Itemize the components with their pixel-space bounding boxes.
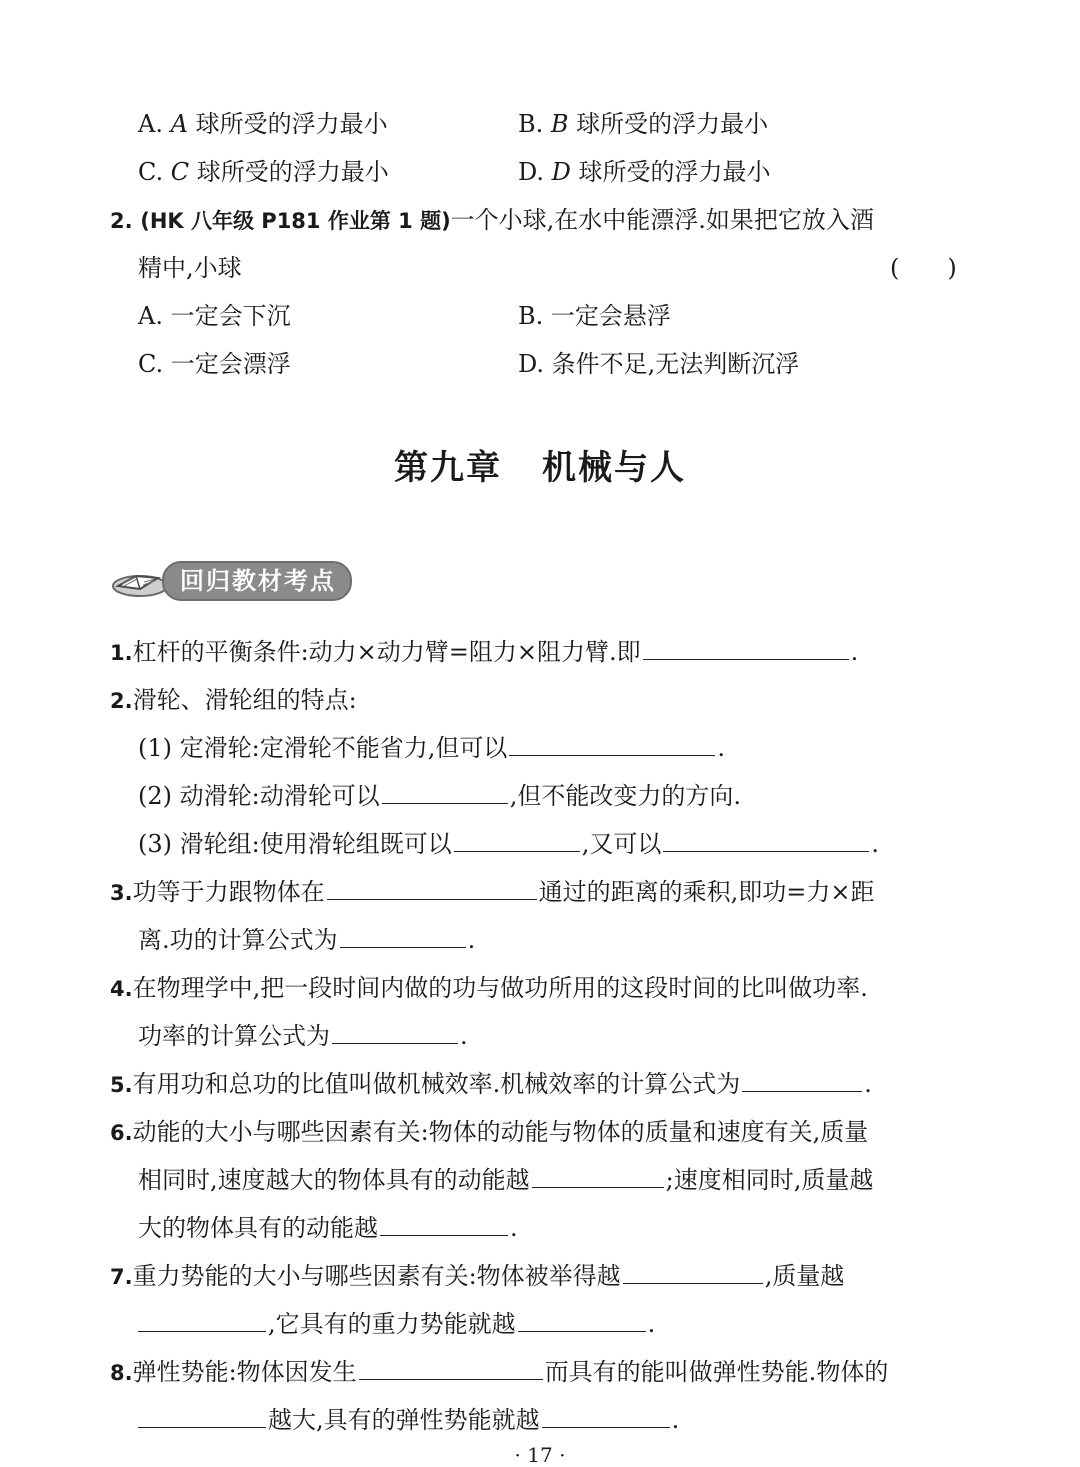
q1-option-d: D. D 球所受的浮力最小 (518, 158, 771, 186)
answer-blank (138, 1309, 266, 1332)
chapter-number: 第九章 (394, 448, 502, 488)
item-2-sub-2: (2) 动滑轮:动滑轮可以 ,但不能改变力的方向. (138, 782, 741, 810)
item-8-cont: 越大,具有的弹性势能就越 . (138, 1404, 679, 1436)
q1-option-c: C. C 球所受的浮力最小 (138, 158, 389, 186)
q2-option-b: B. 一定会悬浮 (518, 302, 671, 330)
item-1: 1.杠杆的平衡条件:动力×动力臂=阻力×阻力臂.即 . (110, 638, 859, 666)
section-badge-label: 回归教材考点 (162, 561, 352, 601)
book-icon (110, 562, 168, 600)
item-2: 2.滑轮、滑轮组的特点: (110, 686, 357, 714)
item-3-cont: 离.功的计算公式为 . (138, 926, 476, 954)
answer-blank (359, 1357, 543, 1380)
answer-blank (382, 781, 508, 804)
item-2-sub-3: (3) 滑轮组:使用滑轮组既可以 ,又可以 . (138, 830, 879, 858)
q2-option-d: D. 条件不足,无法判断沉浮 (518, 350, 800, 378)
q2-option-a: A. 一定会下沉 (138, 302, 291, 330)
item-2-sub-1: (1) 定滑轮:定滑轮不能省力,但可以 . (138, 734, 725, 762)
q1-option-a: A. A 球所受的浮力最小 (138, 110, 388, 138)
answer-blank (340, 925, 466, 948)
answer-blank (532, 1165, 664, 1188)
q1-option-b: B. B 球所受的浮力最小 (518, 110, 769, 138)
item-4-cont: 功率的计算公式为 . (138, 1022, 468, 1050)
answer-blank (509, 733, 715, 756)
item-4: 4.在物理学中,把一段时间内做的功与做功所用的这段时间的比叫做功率. (110, 974, 868, 1002)
answer-blank (327, 877, 537, 900)
answer-blank (742, 1069, 862, 1092)
answer-blank (542, 1405, 670, 1428)
item-5: 5.有用功和总功的比值叫做机械效率.机械效率的计算公式为 . (110, 1070, 872, 1098)
q2-source-ref: (HK 八年级 P181 作业第 1 题) (140, 209, 451, 233)
answer-blank (454, 829, 580, 852)
item-6-cont-1: 相同时,速度越大的物体具有的动能越 ;速度相同时,质量越 (138, 1166, 874, 1194)
answer-blank (332, 1021, 458, 1044)
item-8: 8.弹性势能:物体因发生 而具有的能叫做弹性势能.物体的 (110, 1358, 889, 1386)
item-6-cont-2: 大的物体具有的动能越 . (138, 1214, 518, 1242)
answer-blank (138, 1405, 266, 1428)
item-7-cont: ,它具有的重力势能就越 . (138, 1308, 655, 1340)
chapter-title (0, 440, 1080, 489)
q2-answer-bracket: ( ) (890, 254, 957, 282)
item-6: 6.动能的大小与哪些因素有关:物体的动能与物体的质量和速度有关,质量 (110, 1118, 869, 1146)
item-3: 3.功等于力跟物体在 通过的距离的乘积,即功=力×距 (110, 878, 875, 906)
answer-blank (663, 829, 869, 852)
answer-blank (518, 1309, 646, 1332)
chapter-name: 机械与人 (542, 448, 686, 488)
item-7: 7.重力势能的大小与哪些因素有关:物体被举得越 ,质量越 (110, 1262, 845, 1290)
answer-blank (643, 637, 849, 660)
q2-stem-line2: 精中,小球 (138, 254, 242, 282)
q2-number: 2. (110, 209, 133, 233)
q2-stem-line1: 2. (HK 八年级 P181 作业第 1 题)一个小球,在水中能漂浮.如果把它放入酒 (110, 206, 874, 234)
answer-blank (623, 1261, 763, 1284)
q2-option-c: C. 一定会漂浮 (138, 350, 291, 378)
section-badge (110, 562, 352, 600)
page-number: · 17 · (514, 1443, 566, 1467)
answer-blank (380, 1213, 508, 1236)
